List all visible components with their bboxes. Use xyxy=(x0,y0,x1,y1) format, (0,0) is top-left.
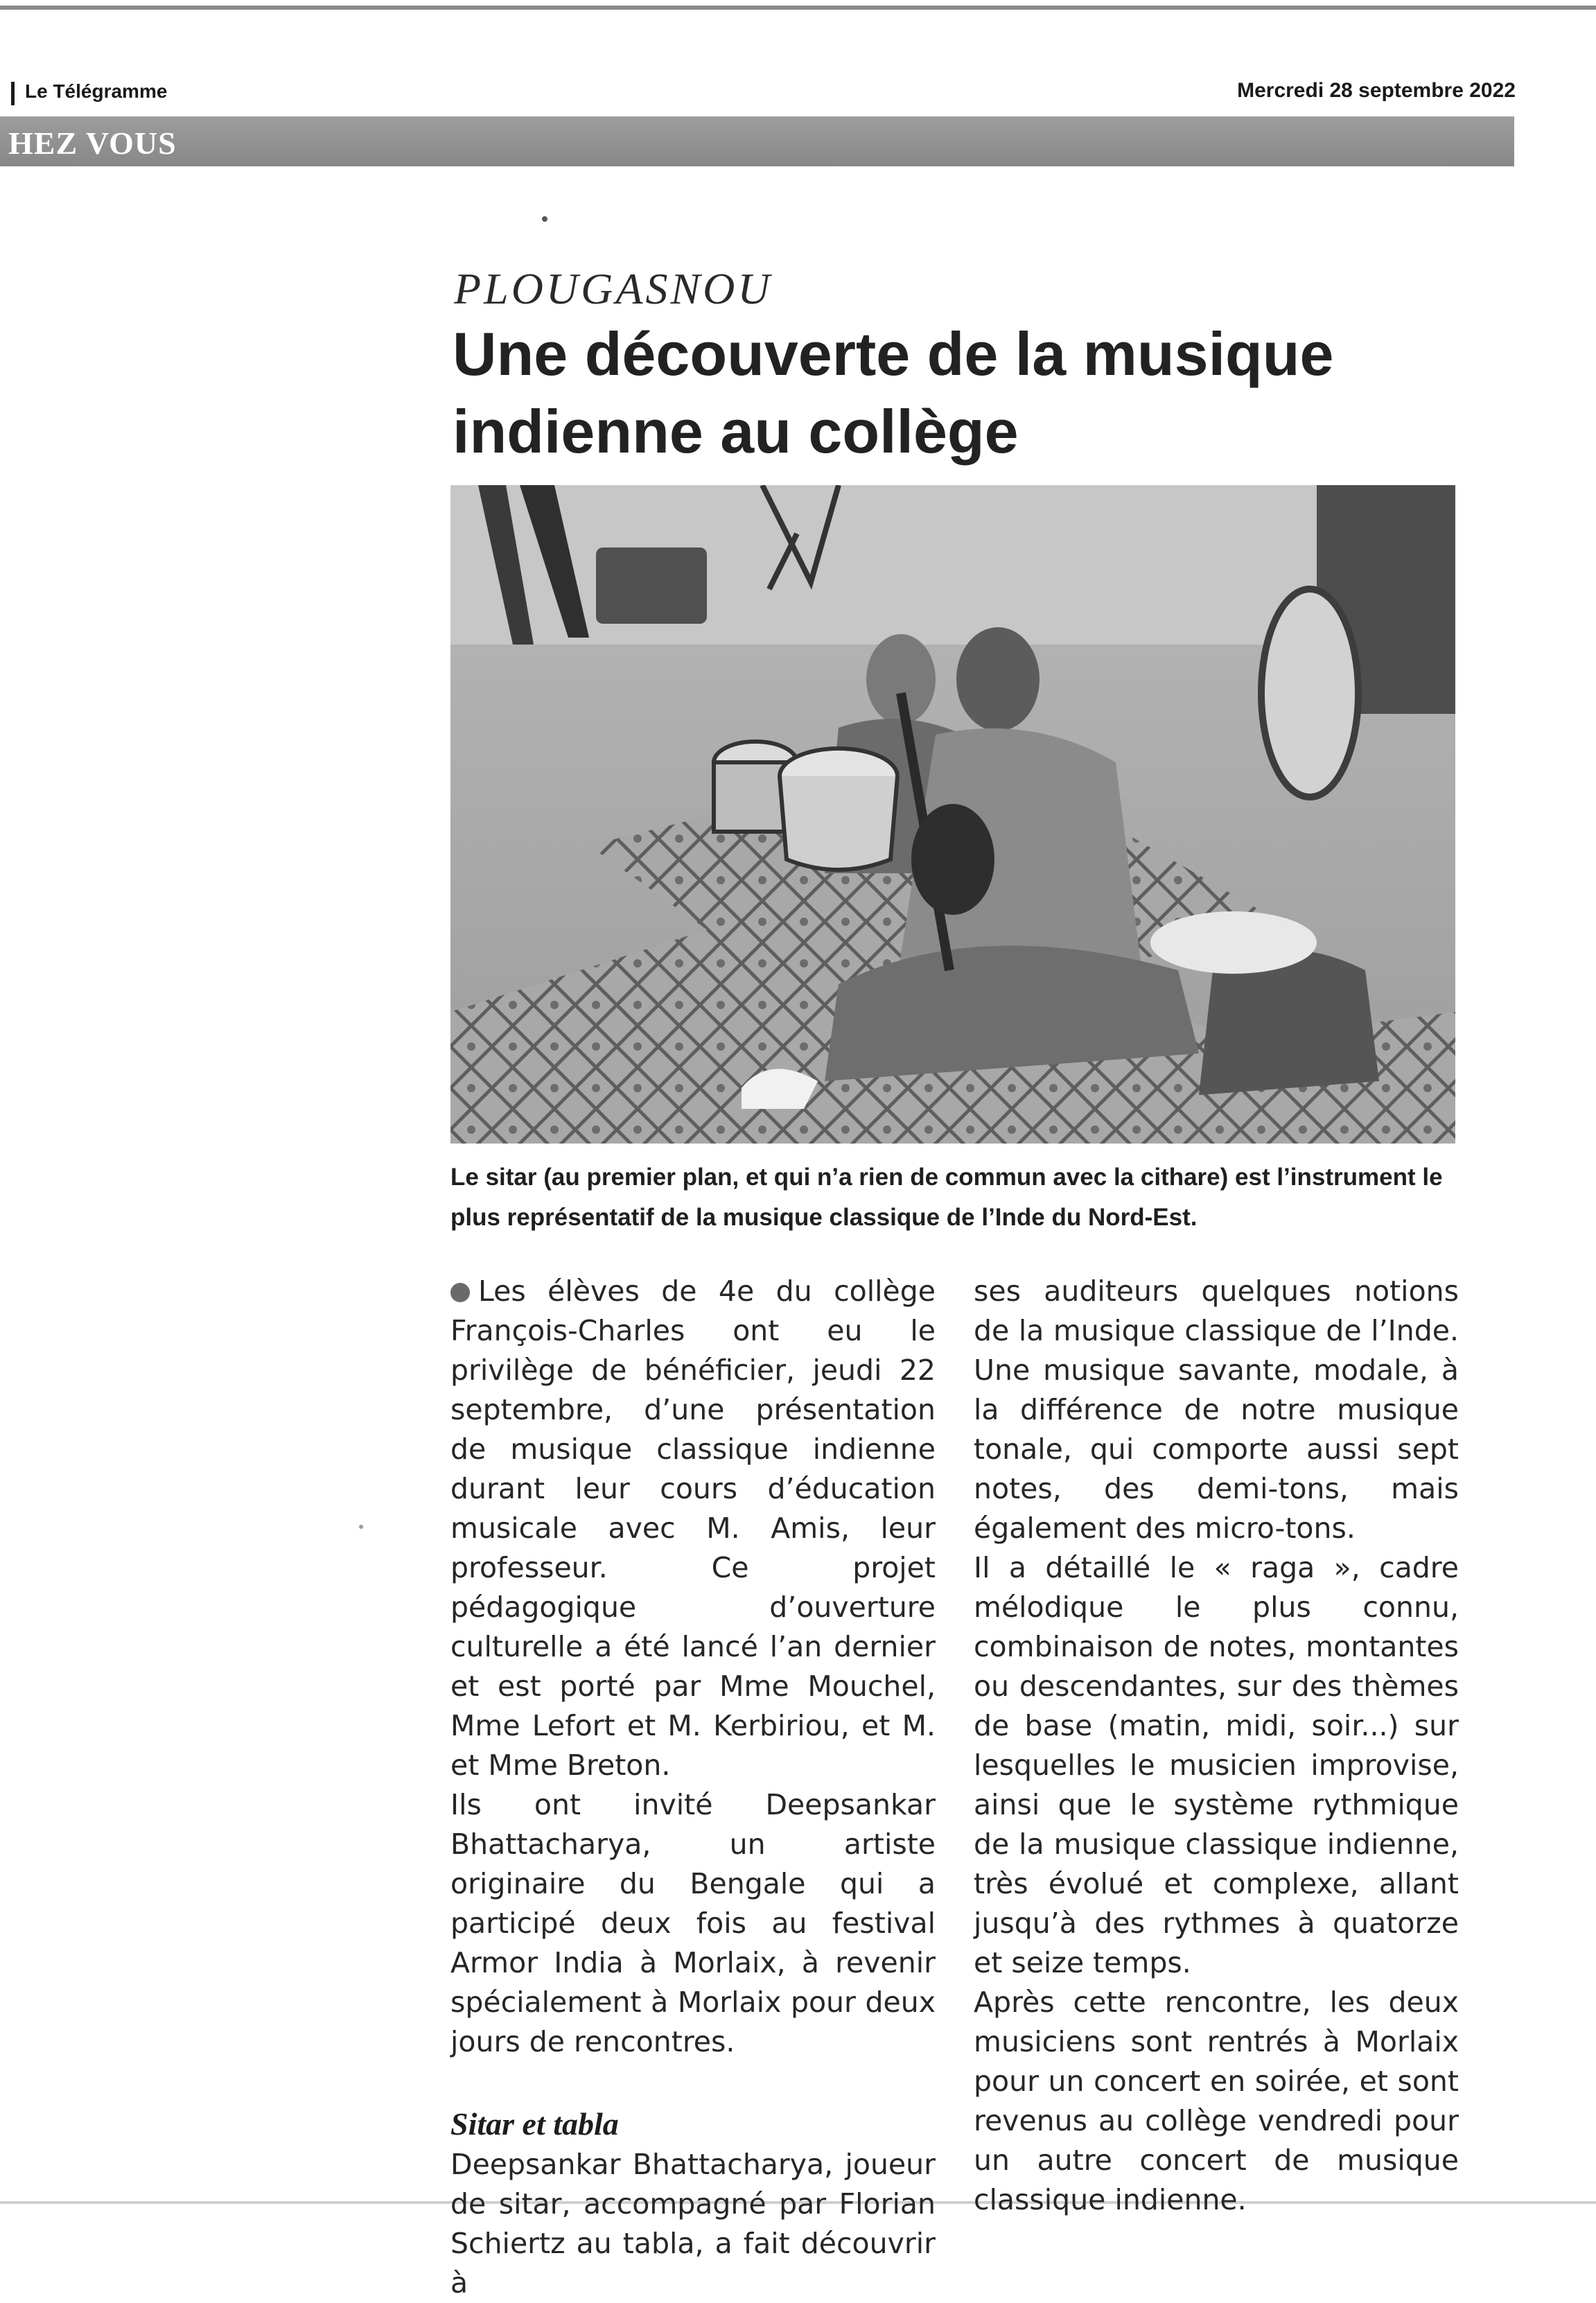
section-band xyxy=(0,116,1514,166)
publication-date: Mercredi 28 septembre 2022 xyxy=(1237,79,1516,102)
article-column-left xyxy=(450,1272,936,2303)
header-rule-mark xyxy=(11,82,15,105)
photo-caption: Le sitar (au premier plan, et qui n’a rien de commun avec la cithare) est l’instrument le plus représentatif de la musique classique de l’Inde du Nord-Est. xyxy=(450,1164,1443,1231)
article-paragraph-5: Il a détaillé le « raga », cadre mélodique le plus connu, combinaison de notes, montantes ou descendantes, sur des thèmes de base (matin, midi, soir...) sur lesquelles le musicien improvise, ainsi que le système rythmique de la musique classique indienne, très évolué et complexe, allant jusqu’à des rythmes à quatorze et seize temps. xyxy=(974,1551,1459,1979)
scan-speck xyxy=(542,216,547,222)
article-column-right xyxy=(974,1272,1459,2220)
article-paragraph-6: Après cette rencontre, les deux musiciens sont rentrés à Morlaix pour un concert en soirée, et sont revenus au collège vendredi pour un autre concert de musique classique indienne. xyxy=(974,1986,1459,2216)
article-headline: Une découverte de la musique indienne au collège xyxy=(453,319,1334,466)
scan-speck xyxy=(359,1525,363,1529)
newspaper-name: Le Télégramme xyxy=(25,80,168,102)
article-paragraph-1-text: Les élèves de 4e du collège François-Charles ont eu le privilège de bénéficier, jeudi 22 septembre, d’une présentation de musique classique indienne durant leur cours d’éducation musicale avec M. Amis, leur professeur. Ce projet pédagogique d’ouverture culturelle a été lancé l’an dernier et est porté par Mme Mouchel, Mme Lefort et M. Kerbiriou, et M. et Mme Breton. xyxy=(450,1275,936,1782)
article-paragraph-2: Ils ont invité Deepsankar Bhattacharya, un artiste originaire du Bengale qui a participé deux fois au festival Armor India à Morlaix, à revenir spécialement à Morlaix pour deux jours de rencontres. xyxy=(450,1788,936,2058)
scan-edge-top xyxy=(0,6,1596,10)
article-subhead: Sitar et tabla xyxy=(450,2106,619,2142)
bullet-icon xyxy=(450,1283,470,1302)
musicians-photo-illustration xyxy=(450,485,1455,1144)
article-paragraph-4: ses auditeurs quelques notions de la musique classique de l’Inde. Une musique savante, modale, à la différence de notre musique tonale, qui comporte aussi sept notes, des demi-tons, mais également des micro-tons. xyxy=(974,1275,1459,1545)
article-paragraph-3: Deepsankar Bhattacharya, joueur de sitar, accompagné par Florian Schiertz au tabla, a fait découvrir à xyxy=(450,2148,936,2300)
article-kicker: PLOUGASNOU xyxy=(454,264,773,313)
article-paragraph-1 xyxy=(450,1272,936,1785)
section-label: HEZ VOUS xyxy=(8,125,177,161)
article-photo xyxy=(450,485,1455,1144)
